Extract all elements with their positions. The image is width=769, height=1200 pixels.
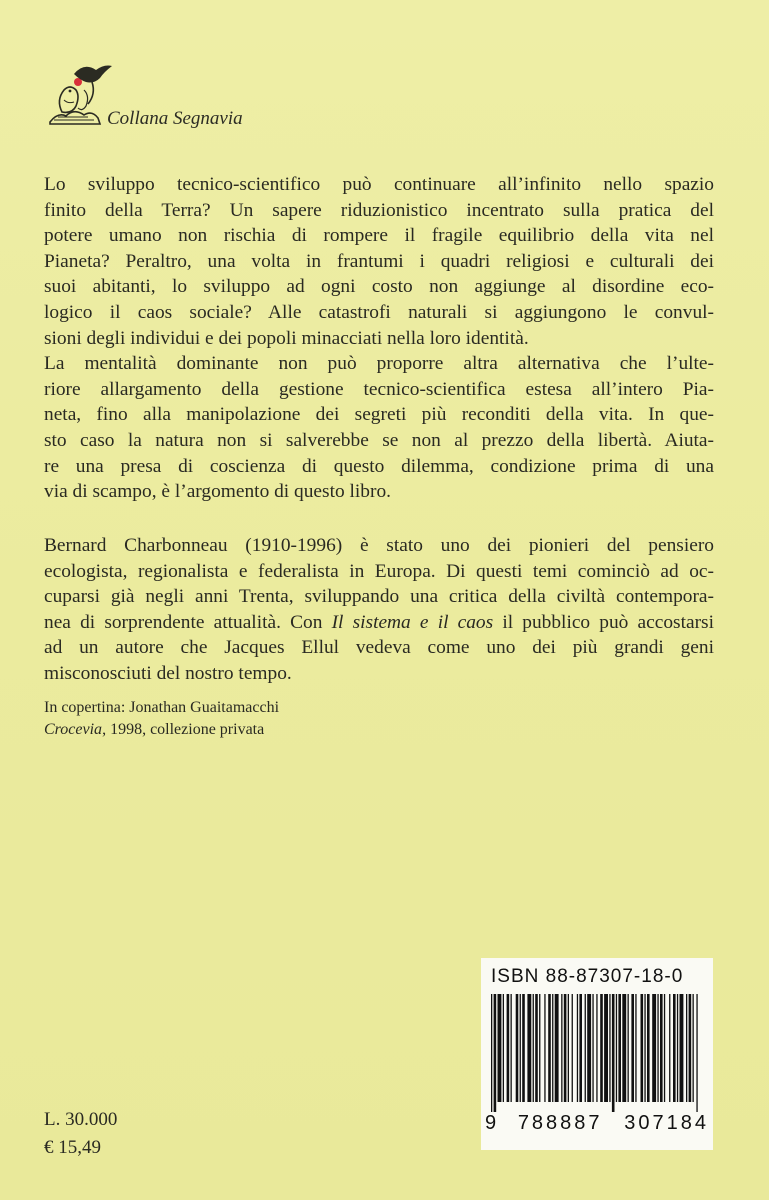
bio-line: cuparsi già negli anni Trenta, sviluppando una critica della civiltà contempora- [44,586,714,608]
price [44,1106,117,1162]
artwork-details: , 1998, collezione privata [102,721,265,738]
bio-line: misconosciuti del nostro tempo. [44,662,292,684]
book-title: Il sistema e il caos [331,611,494,633]
isbn-digit-group-left: 788887 [517,1112,603,1134]
blurb-line: via di scampo, è l’argomento di questo libro. [44,481,391,503]
blurb-line: sioni degli individui e dei popoli minacciati nella loro identità. [44,327,529,349]
blurb-line: riore allargamento della gestione tecnico-scientifica estesa all’intero Pia- [44,378,714,400]
isbn-label: ISBN 88-87307-18-0 [491,966,684,987]
blurb-line: Pianeta? Peraltro, una volta in frantumi i quadri religiosi e culturali dei [44,250,714,272]
isbn-digit-prefix: 9 [485,1112,497,1134]
blurb-line: La mentalità dominante non può proporre altra alternativa che l’ulte- [44,353,714,375]
bio-line [44,610,714,636]
blurb-line: neta, fino alla manipolazione dei segreti più reconditi della vita. In que- [44,404,714,426]
artwork-title: Crocevia [44,721,103,738]
bio-line: ad un autore che Jacques Ellul vedeva come uno dei più grandi geni [44,637,714,659]
isbn-digits [485,1112,709,1135]
author-bio [44,533,714,687]
blurb-line: sto caso la natura non si salverebbe se non al prezzo della libertà. Aiuta- [44,429,714,451]
cover-credit-artist: In copertina: Jonathan Guaitamacchi [44,699,280,716]
blurb-text [44,172,714,505]
birds-on-rock-logo-icon [44,60,114,130]
blurb-line: Lo sviluppo tecnico-scientifico può continuare all’infinito nello spazio [44,174,714,195]
cover-credit [44,697,279,741]
cover-credit-work [44,719,279,741]
barcode-icon [489,994,705,1112]
blurb-line: suoi abitanti, lo sviluppo ad ogni costo non aggiunge al disordine eco- [44,276,714,298]
isbn-digit-group-right: 307184 [624,1112,709,1134]
blurb-line: finito della Terra? Un sapere riduzionistico incentrato sulla pratica del [44,199,714,221]
bio-line: ecologista, regionalista e federalista in Europa. Di questi temi cominciò ad oc- [44,560,714,582]
blurb-line: logico il caos sociale? Alle catastrofi naturali si aggiungono le convul- [44,301,714,323]
blurb-line: potere umano non rischia di rompere il fragile equilibrio della vita nel [44,225,714,247]
blurb-line: re una presa di coscienza di questo dilemma, condizione prima di una [44,455,714,477]
bio-line: Bernard Charbonneau (1910-1996) è stato uno dei pionieri del pensiero [44,535,714,556]
bio-text: il pubblico può accostarsi [493,611,714,633]
price-euro: € 15,49 [44,1137,101,1158]
barcode-box [481,958,713,1150]
series-name: Collana Segnavia [107,108,243,129]
bio-text: nea di sorprendente attualità. Con [44,611,332,633]
price-lire: L. 30.000 [44,1109,118,1130]
